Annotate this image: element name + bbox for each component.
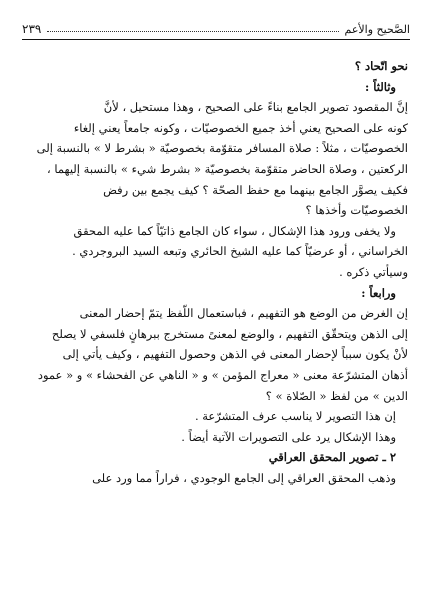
page-number: ٢٣٩ [22,22,42,36]
text-line: إنَّ المقصود تصوير الجامع بناءً على الصحيح ، وهذا مستحيل ، لأنَّ [103,100,408,115]
text-line: إن الغرض من الوضع هو التفهيم ، فباستعمال اللّفظ يتمّ إحضار المعنى [79,306,408,321]
text-line: الخراساني ، أو عرضيّاً كما عليه الشيخ الحائري وتبعه السيد البروجردي . [72,244,408,259]
text-line: وسيأتي ذكره . [339,264,408,279]
text-line: وذهب المحقق العراقي إلى الجامع الوجودي ، فراراً مما ورد على [92,470,396,485]
text-line: إلى الذهن ويتحقّق التفهيم ، والوضع لمعنىً مستخرج ببرهانٍ فلسفي لا يصلح [51,326,408,341]
text-line: فكيف يصوَّر الجامع بينهما مع حفظ الصحّة ؟ كيف يجمع بين رفض [103,182,408,197]
text-line: لأنْ يكون سبباً لإحضار المعنى في الذهن وحصول التفهيم ، وكيف يأتي إلى [62,347,408,362]
page-body [24,56,408,488]
section-heading: وثالثاً : [365,79,396,94]
text-line: أذهان المتشرّعة معنى « معراج المؤمن » و « الناهي عن الفحشاء » و « عمود [37,367,408,382]
text-line: كونه على الصحيح يعني أخذ جميع الخصوصيّات ، وكونه جامعاً يعني إلغاء [73,120,408,135]
section-heading: ورابعاً : [361,285,396,300]
text-line: الخصوصيّات وأخذها ؟ [305,203,408,218]
running-header [22,14,410,40]
text-line: وهذا الإشكال يرد على التصويرات الآتية أيضاً . [181,429,396,444]
header-leader-dots [47,31,338,32]
running-title: الصَّحيح والأعم [344,23,410,36]
text-line: الركعتين ، وصلاة الحاضر متقوّمة بخصوصيّة « بشرط شيء » بالنسبة إليهما ، [47,161,408,176]
text-line: ولا يخفى ورود هذا الإشكال ، سواء كان الجامع ذاتيّاً كما عليه المحقق [73,223,396,238]
section-heading: ٢ ـ تصوير المحقق العراقي [268,450,396,465]
text-line: إن هذا التصوير لا يناسب عرف المتشرّعة . [194,409,396,424]
text-line: الدين » من لفظ « الصّلاة » ؟ [265,388,408,403]
text-line: الخصوصيّات ، مثلاً : صلاة المسافر متقوّمة بخصوصيّة « بشرط لا » بالنسبة إلى [36,141,408,156]
text-line: نحو اتّحاد ؟ [354,59,408,73]
